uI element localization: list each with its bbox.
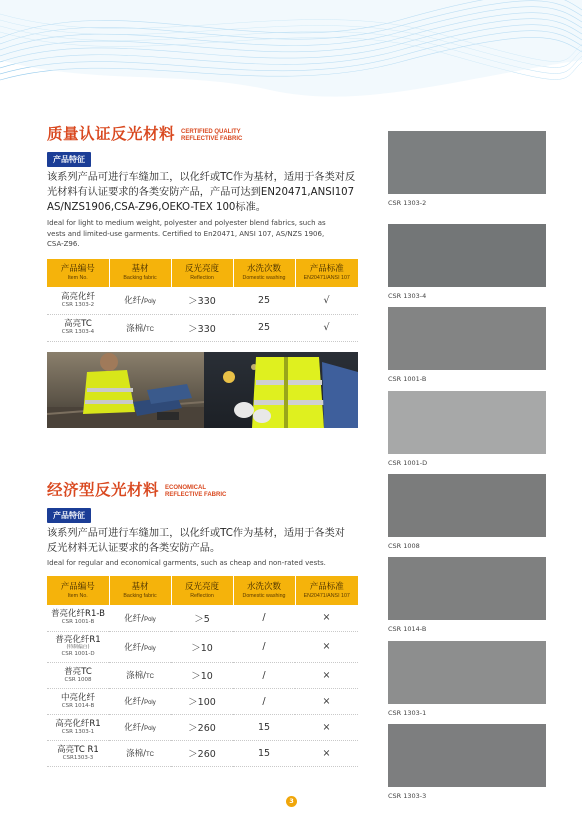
section2-title-en: ECONOMICAL REFLECTIVE FABRIC [165, 485, 227, 498]
cell-standard: × [295, 688, 358, 714]
swatch-color-block [388, 307, 546, 370]
swatch-label: CSR 1014-B [388, 625, 427, 633]
cell-backing: 涤棉/TC [109, 314, 171, 341]
worker-sitting-illustration [47, 352, 204, 428]
cell-item: 高亮化纤R1 CSR 1303-1 [47, 714, 109, 740]
header-washing: 水洗次数 Domestic washing [233, 259, 295, 287]
cell-washing: 15 [233, 740, 295, 766]
swatch-color-block [388, 474, 546, 537]
worker-photo-right [204, 352, 358, 428]
section1-title-zh: 质量认证反光材料 [47, 125, 176, 143]
cell-washing: / [233, 688, 295, 714]
cell-item: 中亮化纤 CSR 1014-B [47, 688, 109, 714]
cell-washing: / [233, 605, 295, 631]
cell-reflection: ＞330 [171, 287, 233, 314]
section2-description-zh: 该系列产品可进行车缝加工，以化纤或TC作为基材，适用于各类对 反光材料无认证要求的各类安防产品。 [47, 528, 345, 554]
cell-backing: 涤棉/TC [109, 740, 171, 766]
cell-standard: √ [295, 314, 358, 341]
header-washing: 水洗次数 Domestic washing [233, 576, 295, 605]
section1-title-en: CERTIFIED QUALITY REFLECTIVE FABRIC [181, 129, 243, 142]
header-item-no: 产品编号 Item No. [47, 576, 109, 605]
table-row [47, 662, 358, 688]
swatch-csr-1303-4 [388, 224, 546, 300]
cell-reflection: ＞10 [171, 631, 233, 662]
table-row [47, 314, 358, 341]
cell-washing: 25 [233, 314, 295, 341]
swatch-csr-1008 [388, 474, 546, 550]
section1-title [47, 122, 242, 144]
header-backing: 基材 Backing fabric [109, 259, 171, 287]
table-row [47, 740, 358, 766]
table-row [47, 287, 358, 314]
cell-reflection: ＞330 [171, 314, 233, 341]
swatch-label: CSR 1303-2 [388, 199, 427, 207]
cell-backing: 涤棉/TC [109, 662, 171, 688]
swatch-label: CSR 1303-3 [388, 792, 427, 800]
cell-item: 普亮化纤R1 (特制偏白) CSR 1001-D [47, 631, 109, 662]
cell-item: 普亮TC CSR 1008 [47, 662, 109, 688]
cell-standard: × [295, 605, 358, 631]
cell-reflection: ＞260 [171, 714, 233, 740]
worker-photo-left [47, 352, 204, 428]
cell-washing: / [233, 631, 295, 662]
cell-item: 高亮TC CSR 1303-4 [47, 314, 109, 341]
page-number: 3 [286, 796, 297, 807]
cell-item: 高亮TC R1 CSR1303-3 [47, 740, 109, 766]
header-reflection: 反光亮度 Reflection [171, 259, 233, 287]
header-backing: 基材 Backing fabric [109, 576, 171, 605]
table-row [47, 714, 358, 740]
section1-spec-table [47, 259, 358, 342]
swatch-color-block [388, 391, 546, 454]
table-row [47, 631, 358, 662]
swatch-label: CSR 1008 [388, 542, 420, 550]
cell-backing: 化纤/Poly [109, 631, 171, 662]
swatch-color-block [388, 131, 546, 194]
cell-reflection: ＞10 [171, 662, 233, 688]
section1-description-zh: 该系列产品可进行车缝加工，以化纤或TC作为基材，适用于各类对反 光材料有认证要求的各类安防产品，产品可达到EN20471,ANSI107 AS/NZS1906,CSA-Z96,OEKO-TEX 100标准。 [47, 172, 356, 213]
table-row [47, 688, 358, 714]
section2-spec-table [47, 576, 358, 767]
swatch-csr-1001-d [388, 391, 546, 467]
swatch-label: CSR 1001-D [388, 459, 428, 467]
header-standard: 产品标准 EN20471/ANSI 107 [295, 259, 358, 287]
table-row [47, 605, 358, 631]
swatch-color-block [388, 641, 546, 704]
swatch-csr-1014-b [388, 557, 546, 633]
header-standard: 产品标准 EN20471/ANSI 107 [295, 576, 358, 605]
swatch-csr-1303-3 [388, 724, 546, 800]
swatch-csr-1303-2 [388, 131, 546, 207]
section2-title-zh: 经济型反光材料 [47, 481, 160, 499]
cell-item: 高亮化纤 CSR 1303-2 [47, 287, 109, 314]
decorative-wave-header [0, 0, 582, 110]
section1-feature-badge: 产品特征 [47, 152, 91, 167]
cell-standard: × [295, 631, 358, 662]
table-header-row [47, 259, 358, 287]
header-reflection: 反光亮度 Reflection [171, 576, 233, 605]
section1-description-en: Ideal for light to medium weight, polyester and polyester blend fabrics, such as vests and limited-use garments. Certified to En20471, ANSI 107, AS/NZS 1906, CSA-Z96. [47, 219, 326, 248]
swatch-label: CSR 1303-4 [388, 292, 427, 300]
cell-standard: × [295, 740, 358, 766]
cell-washing: / [233, 662, 295, 688]
swatch-label: CSR 1001-B [388, 375, 427, 383]
cell-reflection: ＞5 [171, 605, 233, 631]
section2-description-en: Ideal for regular and economical garments, such as cheap and non-rated vests. [47, 559, 326, 567]
worker-vest-illustration [204, 352, 358, 428]
cell-standard: × [295, 714, 358, 740]
swatch-csr-1303-1 [388, 641, 546, 717]
swatch-csr-1001-b [388, 307, 546, 383]
cell-item: 普亮化纤R1-B CSR 1001-B [47, 605, 109, 631]
header-item-no: 产品编号 Item No. [47, 259, 109, 287]
cell-backing: 化纤/Poly [109, 287, 171, 314]
table-header-row [47, 576, 358, 605]
cell-backing: 化纤/Poly [109, 688, 171, 714]
cell-washing: 25 [233, 287, 295, 314]
cell-reflection: ＞100 [171, 688, 233, 714]
section2-title [47, 478, 226, 500]
section2-feature-badge: 产品特征 [47, 508, 91, 523]
cell-backing: 化纤/Poly [109, 714, 171, 740]
cell-washing: 15 [233, 714, 295, 740]
swatch-color-block [388, 557, 546, 620]
swatch-label: CSR 1303-1 [388, 709, 427, 717]
cell-reflection: ＞260 [171, 740, 233, 766]
cell-backing: 化纤/Poly [109, 605, 171, 631]
swatch-color-block [388, 224, 546, 287]
swatch-color-block [388, 724, 546, 787]
cell-standard: √ [295, 287, 358, 314]
cell-standard: × [295, 662, 358, 688]
